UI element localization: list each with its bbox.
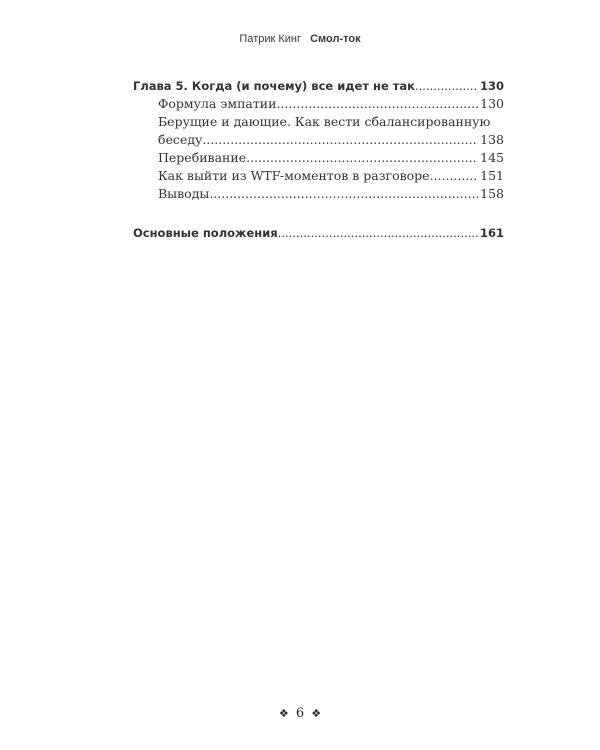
toc-section-page: 151	[480, 168, 504, 183]
toc-section-page: 138	[480, 132, 504, 147]
leader-dots	[276, 95, 478, 113]
header-author: Патрик Кинг	[239, 33, 302, 45]
toc-key-points[interactable]	[133, 224, 504, 242]
toc-chapter-5[interactable]	[133, 77, 504, 95]
ornament-left-icon: ❖	[278, 707, 289, 720]
toc-section-page: 158	[480, 186, 504, 201]
toc-section-title-line2: беседу	[158, 132, 203, 147]
toc-summary-page: 161	[479, 226, 504, 240]
toc-section-line2	[158, 131, 504, 149]
leader-dots	[278, 224, 478, 242]
toc-section-empathy[interactable]	[133, 95, 504, 113]
page-folio	[0, 706, 600, 721]
toc-section-wtf-moments[interactable]	[133, 167, 504, 185]
table-of-contents	[133, 77, 504, 242]
toc-section-title: Выводы	[158, 186, 210, 201]
leader-dots	[209, 185, 478, 203]
toc-section-title-line1: Берущие и дающие. Как вести сбалансированную	[158, 114, 491, 129]
toc-section-interrupting[interactable]	[133, 149, 504, 167]
toc-section-page: 130	[480, 96, 504, 111]
page-number: 6	[295, 706, 305, 721]
toc-section-conclusions[interactable]	[133, 185, 504, 203]
ornament-right-icon: ❖	[311, 707, 322, 720]
running-head	[0, 33, 600, 45]
toc-chapter-title: Глава 5. Когда (и почему) все идет не так	[133, 79, 415, 93]
toc-section-title: Как выйти из WTF-моментов в разговоре	[158, 168, 430, 183]
leader-dots	[430, 167, 479, 185]
leader-dots	[415, 77, 478, 95]
toc-section-givers-takers[interactable]	[133, 113, 504, 149]
toc-section-title: Перебивание	[158, 150, 247, 165]
toc-section-page: 145	[480, 150, 504, 165]
header-book-title: Смол-ток	[310, 33, 361, 45]
leader-dots	[246, 149, 478, 167]
leader-dots	[202, 131, 478, 149]
toc-chapter-page: 130	[479, 79, 504, 93]
toc-summary-title: Основные положения	[133, 226, 278, 240]
toc-section-title: Формула эмпатии	[158, 96, 277, 111]
